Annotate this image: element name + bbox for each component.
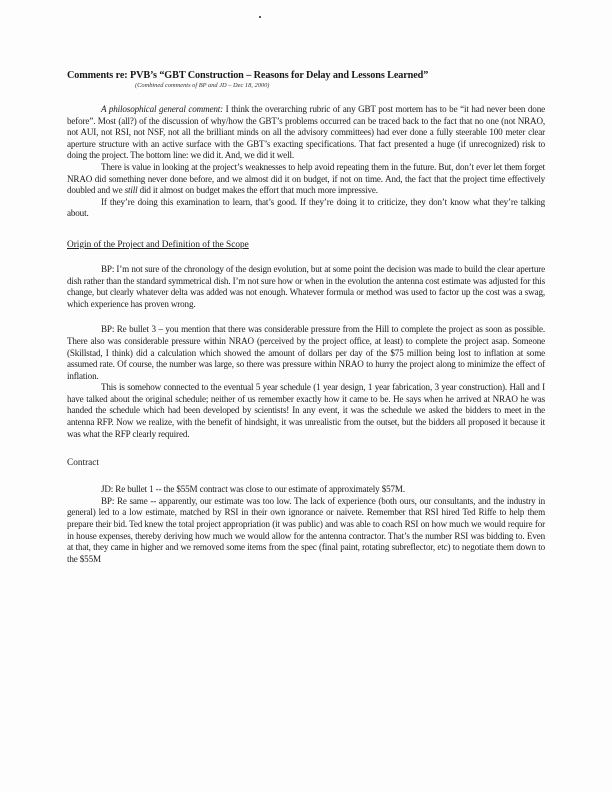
scan-speck <box>259 16 261 18</box>
intro-paragraph-2 <box>67 162 545 197</box>
document-title: Comments re: PVB’s “GBT Construction – Reasons for Delay and Lessons Learned” <box>67 70 429 81</box>
section-2-paragraph-2: BP: Re same -- apparently, our estimate was too low. The lack of experience (both ours, our consultants, and the industry in general) led to a low estimate, matched by RSI in their own ignorance or naivete. Remember that RSI hired Ted Riffe to help them prepare their bid. Ted knew the total project appropriation (it was public) and was able to coach RSI on how much we would require for in house expenses, thereby deriving how much we would allow for the antenna contractor. That’s the number RSI was bidding to. Even at that, they came in higher and we removed some items from the spec (final paint, rotating subreflector, etc) to negotiate them down to the $55M <box>67 495 545 564</box>
section-heading-contract: Contract <box>67 458 100 469</box>
intro-paragraph-2-emphasis: still <box>124 185 138 196</box>
intro-paragraph-2-text-a: There is value in looking at the project’s weaknesses to help avoid repeating them in the future. But, don’t ever let them forget NRAO did something never done before, and we almost did it on budget, if not on time. And, the fact that the project time effectively doubled and we <box>67 161 545 196</box>
intro-paragraph-3: If they’re doing this examination to learn, that’s good. If they’re doing it to criticize, they don’t know what they’re talking about. <box>67 196 545 219</box>
intro-paragraph-2-text-b: did it almost on budget makes the effort that much more impressive. <box>137 185 378 196</box>
philosophical-comment-lead: A philosophical general comment: <box>101 104 224 114</box>
section-2-paragraph-1: JD: Re bullet 1 -- the $55M contract was close to our estimate of approximately $57M. <box>101 484 405 495</box>
section-heading-origin: Origin of the Project and Definition of the Scope <box>67 239 249 250</box>
section-1-paragraph-2: BP: Re bullet 3 – you mention that there was considerable pressure from the Hill to complete the project as soon as possible. There also was considerable pressure within NRAO (perceived by the project office, at least) to complete the project asap. Someone (Skillstad, I think) did a calculation which showed the amount of dollars per day of the $75 million being lost to inflation at some assumed rate. Of course, the number was large, so there was pressure within NRAO to hurry the project along to minimize the effect of inflation. <box>67 324 545 381</box>
intro-paragraph-1-text: I think the overarching rubric of any GBT post mortem has to be “it had never been done before”. Most (all?) of the discussion of why/how the GBT’s problems occurred can be traced back to the fact that no one (not NRAO, not AUI, not RSI, not NSF, not all the brilliant minds on all the advisory committees) had ever done a fully steerable 100 meter clear aperture structure with an active surface with the GBT’s exacting specifications. That fact presented a huge (if unrecognized) risk to doing the project. The bottom line: we did it. And, we did it well. <box>67 104 545 161</box>
document-body <box>67 70 545 565</box>
section-1-paragraph-3: This is somehow connected to the eventual 5 year schedule (1 year design, 1 year fabrication, 3 year construction). Hall and I have talked about the original schedule; neither of us remember exactly how it came to be. He says when he arrived at NRAO he was handed the schedule which had been developed by scientists! In any event, it was the schedule we asked the bidders to meet in the antenna RFP. Now we realize, with the benefit of hindsight, it was unrealistic from the outset, but the bidders all proposed it because it was what the RFP clearly required. <box>67 382 545 439</box>
document-subtitle: (Combined comments of BP and JD – Dec 18, 2000) <box>135 82 270 89</box>
section-1-paragraph-1: BP: I’m not sure of the chronology of the design evolution, but at some point the decision was made to build the clear aperture dish rather than the standard symmetrical dish. I’m not sure how or when in the evolution the antenna cost estimate was adjusted for this change, but clearly whatever delta was added was not enough. Whatever formula or method was used to factor up the cost was a swag, which experience has proven wrong. <box>67 263 545 309</box>
intro-paragraph-1 <box>67 104 545 162</box>
